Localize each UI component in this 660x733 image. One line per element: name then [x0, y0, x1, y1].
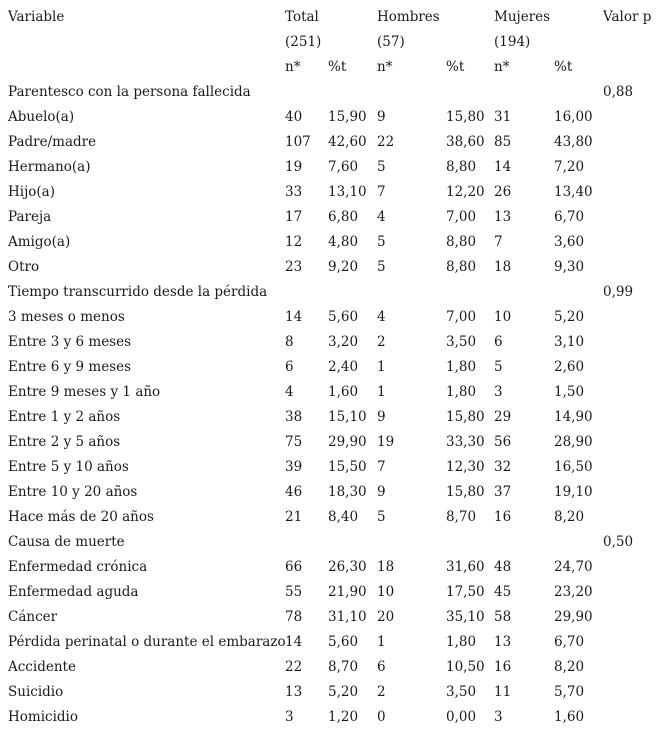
- row-label: Abuelo(a): [8, 109, 75, 125]
- cell-mujeres-pct: 9,30: [554, 259, 585, 275]
- cell-mujeres-pct: 6,70: [554, 634, 585, 650]
- section-p-value: 0,99: [603, 284, 634, 300]
- cell-hombres-pct: 15,80: [446, 484, 485, 500]
- row-label: Suicidio: [8, 684, 64, 700]
- cell-mujeres-pct: 29,90: [554, 609, 593, 625]
- cell-total-n: 12: [285, 234, 303, 250]
- cell-total-pct: 5,60: [328, 634, 359, 650]
- cell-hombres-pct: 10,50: [446, 659, 485, 675]
- cell-hombres-pct: 0,00: [446, 709, 477, 725]
- table-row: [0, 155, 660, 180]
- cell-total-pct: 5,20: [328, 684, 359, 700]
- cell-mujeres-n: 3: [494, 709, 503, 725]
- cell-total-pct: 29,90: [328, 434, 367, 450]
- cell-total-n: 107: [285, 134, 311, 150]
- cell-total-n: 6: [285, 359, 294, 375]
- row-label: Entre 1 y 2 años: [8, 409, 121, 425]
- section-header-row: [0, 280, 660, 305]
- table-row: [0, 205, 660, 230]
- cell-hombres-pct: 17,50: [446, 584, 485, 600]
- header-subcols-row: [0, 55, 660, 80]
- cell-hombres-n: 10: [377, 584, 395, 600]
- cell-hombres-n: 20: [377, 609, 395, 625]
- cell-hombres-pct: 1,80: [446, 634, 477, 650]
- cell-mujeres-pct: 14,90: [554, 409, 593, 425]
- table-row: [0, 505, 660, 530]
- cell-hombres-pct: 8,80: [446, 259, 477, 275]
- cell-hombres-n: 5: [377, 159, 386, 175]
- cell-hombres-n: 2: [377, 684, 386, 700]
- cell-mujeres-pct: 5,20: [554, 309, 585, 325]
- cell-mujeres-n: 16: [494, 509, 512, 525]
- cell-total-pct: 42,60: [328, 134, 367, 150]
- cell-total-n: 3: [285, 709, 294, 725]
- cell-hombres-n: 1: [377, 634, 386, 650]
- cell-total-pct: 9,20: [328, 259, 359, 275]
- cell-total-pct: 18,30: [328, 484, 367, 500]
- cell-mujeres-n: 13: [494, 634, 512, 650]
- cell-mujeres-pct: 8,20: [554, 659, 585, 675]
- cell-total-pct: 4,80: [328, 234, 359, 250]
- row-label: Pérdida perinatal o durante el embarazo: [8, 634, 286, 650]
- cell-hombres-pct: 35,10: [446, 609, 485, 625]
- cell-total-pct: 7,60: [328, 159, 359, 175]
- cell-hombres-pct: 7,00: [446, 309, 477, 325]
- cell-hombres-pct: 3,50: [446, 334, 477, 350]
- cell-mujeres-pct: 5,70: [554, 684, 585, 700]
- cell-total-pct: 1,60: [328, 384, 359, 400]
- cell-mujeres-n: 10: [494, 309, 512, 325]
- table-row: [0, 180, 660, 205]
- cell-mujeres-pct: 24,70: [554, 559, 593, 575]
- cell-hombres-pct: 3,50: [446, 684, 477, 700]
- header-mujeres-n-label: n*: [494, 59, 510, 75]
- cell-total-n: 22: [285, 659, 303, 675]
- cell-mujeres-n: 11: [494, 684, 512, 700]
- cell-total-pct: 8,70: [328, 659, 359, 675]
- cell-mujeres-n: 3: [494, 384, 503, 400]
- row-label: Pareja: [8, 209, 52, 225]
- row-label: Padre/madre: [8, 134, 97, 150]
- header-total-pct-label: %t: [328, 59, 347, 75]
- cell-hombres-n: 1: [377, 359, 386, 375]
- cell-total-n: 13: [285, 684, 303, 700]
- cell-total-n: 55: [285, 584, 303, 600]
- cell-hombres-pct: 12,20: [446, 184, 485, 200]
- header-hombres-pct-label: %t: [446, 59, 465, 75]
- cell-total-pct: 8,40: [328, 509, 359, 525]
- cell-hombres-n: 9: [377, 409, 386, 425]
- cell-total-n: 38: [285, 409, 303, 425]
- row-label: Homicidio: [8, 709, 78, 725]
- cell-hombres-n: 6: [377, 659, 386, 675]
- cell-hombres-n: 7: [377, 184, 386, 200]
- cell-hombres-pct: 8,70: [446, 509, 477, 525]
- cell-mujeres-n: 14: [494, 159, 512, 175]
- section-title: Parentesco con la persona fallecida: [8, 84, 251, 100]
- header-total: Total: [285, 9, 319, 25]
- cell-mujeres-n: 13: [494, 209, 512, 225]
- cell-hombres-n: 5: [377, 509, 386, 525]
- cell-mujeres-pct: 28,90: [554, 434, 593, 450]
- cell-mujeres-n: 6: [494, 334, 503, 350]
- header-variable: Variable: [8, 9, 65, 25]
- row-label: Entre 10 y 20 años: [8, 484, 138, 500]
- header-total-n: (251): [285, 34, 322, 50]
- cell-total-n: 14: [285, 309, 303, 325]
- cell-total-pct: 13,10: [328, 184, 367, 200]
- row-label: Enfermedad crónica: [8, 559, 148, 575]
- table-row: [0, 480, 660, 505]
- cell-hombres-n: 1: [377, 384, 386, 400]
- section-p-value: 0,50: [603, 534, 634, 550]
- cell-mujeres-n: 18: [494, 259, 512, 275]
- cell-mujeres-pct: 7,20: [554, 159, 585, 175]
- cell-total-pct: 6,80: [328, 209, 359, 225]
- cell-mujeres-pct: 1,50: [554, 384, 585, 400]
- cell-mujeres-pct: 43,80: [554, 134, 593, 150]
- table-row: [0, 330, 660, 355]
- cell-mujeres-n: 29: [494, 409, 512, 425]
- cell-total-n: 23: [285, 259, 303, 275]
- row-label: 3 meses o menos: [8, 309, 125, 325]
- cell-mujeres-n: 56: [494, 434, 512, 450]
- cell-total-pct: 26,30: [328, 559, 367, 575]
- header-hombres: Hombres: [377, 9, 440, 25]
- header-valor-p: Valor p: [603, 9, 652, 25]
- cell-hombres-n: 5: [377, 259, 386, 275]
- cell-total-n: 40: [285, 109, 303, 125]
- cell-total-pct: 21,90: [328, 584, 367, 600]
- table-row: [0, 130, 660, 155]
- cell-hombres-n: 9: [377, 109, 386, 125]
- cell-hombres-n: 5: [377, 234, 386, 250]
- cell-mujeres-n: 26: [494, 184, 512, 200]
- cell-hombres-n: 9: [377, 484, 386, 500]
- cell-mujeres-n: 7: [494, 234, 503, 250]
- cell-total-n: 8: [285, 334, 294, 350]
- row-label: Amigo(a): [8, 234, 71, 250]
- cell-total-pct: 15,90: [328, 109, 367, 125]
- cell-total-pct: 1,20: [328, 709, 359, 725]
- cell-hombres-pct: 1,80: [446, 359, 477, 375]
- cell-hombres-pct: 15,80: [446, 409, 485, 425]
- header-mujeres: Mujeres: [494, 9, 551, 25]
- cell-mujeres-pct: 6,70: [554, 209, 585, 225]
- cell-hombres-pct: 15,80: [446, 109, 485, 125]
- row-label: Otro: [8, 259, 40, 275]
- table-row: [0, 655, 660, 680]
- cell-hombres-pct: 8,80: [446, 234, 477, 250]
- section-title: Tiempo transcurrido desde la pérdida: [8, 284, 268, 300]
- cell-hombres-n: 0: [377, 709, 386, 725]
- row-label: Entre 9 meses y 1 año: [8, 384, 161, 400]
- cell-mujeres-pct: 13,40: [554, 184, 593, 200]
- cell-mujeres-n: 58: [494, 609, 512, 625]
- table-row: [0, 455, 660, 480]
- header-row: [0, 5, 660, 30]
- row-label: Entre 6 y 9 meses: [8, 359, 132, 375]
- header-counts-row: [0, 30, 660, 55]
- cell-hombres-n: 22: [377, 134, 395, 150]
- cell-hombres-pct: 8,80: [446, 159, 477, 175]
- cell-mujeres-pct: 23,20: [554, 584, 593, 600]
- table-row: [0, 305, 660, 330]
- cell-total-pct: 31,10: [328, 609, 367, 625]
- section-header-row: [0, 530, 660, 555]
- cell-total-n: 4: [285, 384, 294, 400]
- cell-hombres-n: 4: [377, 309, 386, 325]
- cell-mujeres-pct: 3,10: [554, 334, 585, 350]
- header-mujeres-pct-label: %t: [554, 59, 573, 75]
- cell-mujeres-n: 5: [494, 359, 503, 375]
- cell-hombres-pct: 31,60: [446, 559, 485, 575]
- cell-total-n: 21: [285, 509, 303, 525]
- row-label: Hace más de 20 años: [8, 509, 154, 525]
- table-row: [0, 580, 660, 605]
- cell-hombres-n: 4: [377, 209, 386, 225]
- cell-hombres-pct: 33,30: [446, 434, 485, 450]
- section-title: Causa de muerte: [8, 534, 125, 550]
- table-row: [0, 230, 660, 255]
- cell-mujeres-pct: 16,00: [554, 109, 593, 125]
- cell-total-n: 33: [285, 184, 303, 200]
- table-row: [0, 255, 660, 280]
- cell-hombres-n: 18: [377, 559, 395, 575]
- row-label: Accidente: [8, 659, 76, 675]
- cell-mujeres-pct: 19,10: [554, 484, 593, 500]
- cell-total-n: 17: [285, 209, 303, 225]
- cell-mujeres-pct: 2,60: [554, 359, 585, 375]
- row-label: Entre 5 y 10 años: [8, 459, 129, 475]
- cell-mujeres-n: 85: [494, 134, 512, 150]
- row-label: Hijo(a): [8, 184, 55, 200]
- cell-mujeres-pct: 3,60: [554, 234, 585, 250]
- cell-total-pct: 3,20: [328, 334, 359, 350]
- table-row: [0, 605, 660, 630]
- cell-total-n: 75: [285, 434, 303, 450]
- table-row: [0, 555, 660, 580]
- table-row: [0, 680, 660, 705]
- cell-hombres-pct: 1,80: [446, 384, 477, 400]
- row-label: Hermano(a): [8, 159, 91, 175]
- cell-mujeres-pct: 16,50: [554, 459, 593, 475]
- cell-total-n: 19: [285, 159, 303, 175]
- cell-mujeres-n: 32: [494, 459, 512, 475]
- cell-mujeres-n: 37: [494, 484, 512, 500]
- header-total-n-label: n*: [285, 59, 301, 75]
- cell-mujeres-n: 48: [494, 559, 512, 575]
- section-p-value: 0,88: [603, 84, 634, 100]
- cell-mujeres-n: 45: [494, 584, 512, 600]
- table-row: [0, 405, 660, 430]
- cell-total-pct: 15,10: [328, 409, 367, 425]
- cell-hombres-n: 19: [377, 434, 395, 450]
- header-hombres-n-label: n*: [377, 59, 393, 75]
- cell-total-pct: 2,40: [328, 359, 359, 375]
- cell-total-n: 66: [285, 559, 303, 575]
- cell-mujeres-pct: 8,20: [554, 509, 585, 525]
- cell-mujeres-n: 31: [494, 109, 512, 125]
- cell-mujeres-n: 16: [494, 659, 512, 675]
- cell-total-pct: 15,50: [328, 459, 367, 475]
- row-label: Entre 2 y 5 años: [8, 434, 121, 450]
- cell-hombres-n: 2: [377, 334, 386, 350]
- row-label: Enfermedad aguda: [8, 584, 139, 600]
- row-label: Entre 3 y 6 meses: [8, 334, 132, 350]
- cell-total-n: 78: [285, 609, 303, 625]
- table-row: [0, 630, 660, 655]
- table-row: [0, 430, 660, 455]
- cell-hombres-pct: 38,60: [446, 134, 485, 150]
- cell-hombres-pct: 12,30: [446, 459, 485, 475]
- table-row: [0, 380, 660, 405]
- section-header-row: [0, 80, 660, 105]
- row-label: Cáncer: [8, 609, 58, 625]
- table-row: [0, 105, 660, 130]
- table-row: [0, 355, 660, 380]
- cell-hombres-n: 7: [377, 459, 386, 475]
- header-mujeres-n: (194): [494, 34, 531, 50]
- cell-total-pct: 5,60: [328, 309, 359, 325]
- header-hombres-n: (57): [377, 34, 405, 50]
- cell-mujeres-pct: 1,60: [554, 709, 585, 725]
- cell-total-n: 46: [285, 484, 303, 500]
- cell-hombres-pct: 7,00: [446, 209, 477, 225]
- cell-total-n: 14: [285, 634, 303, 650]
- cell-total-n: 39: [285, 459, 303, 475]
- table-row: [0, 705, 660, 730]
